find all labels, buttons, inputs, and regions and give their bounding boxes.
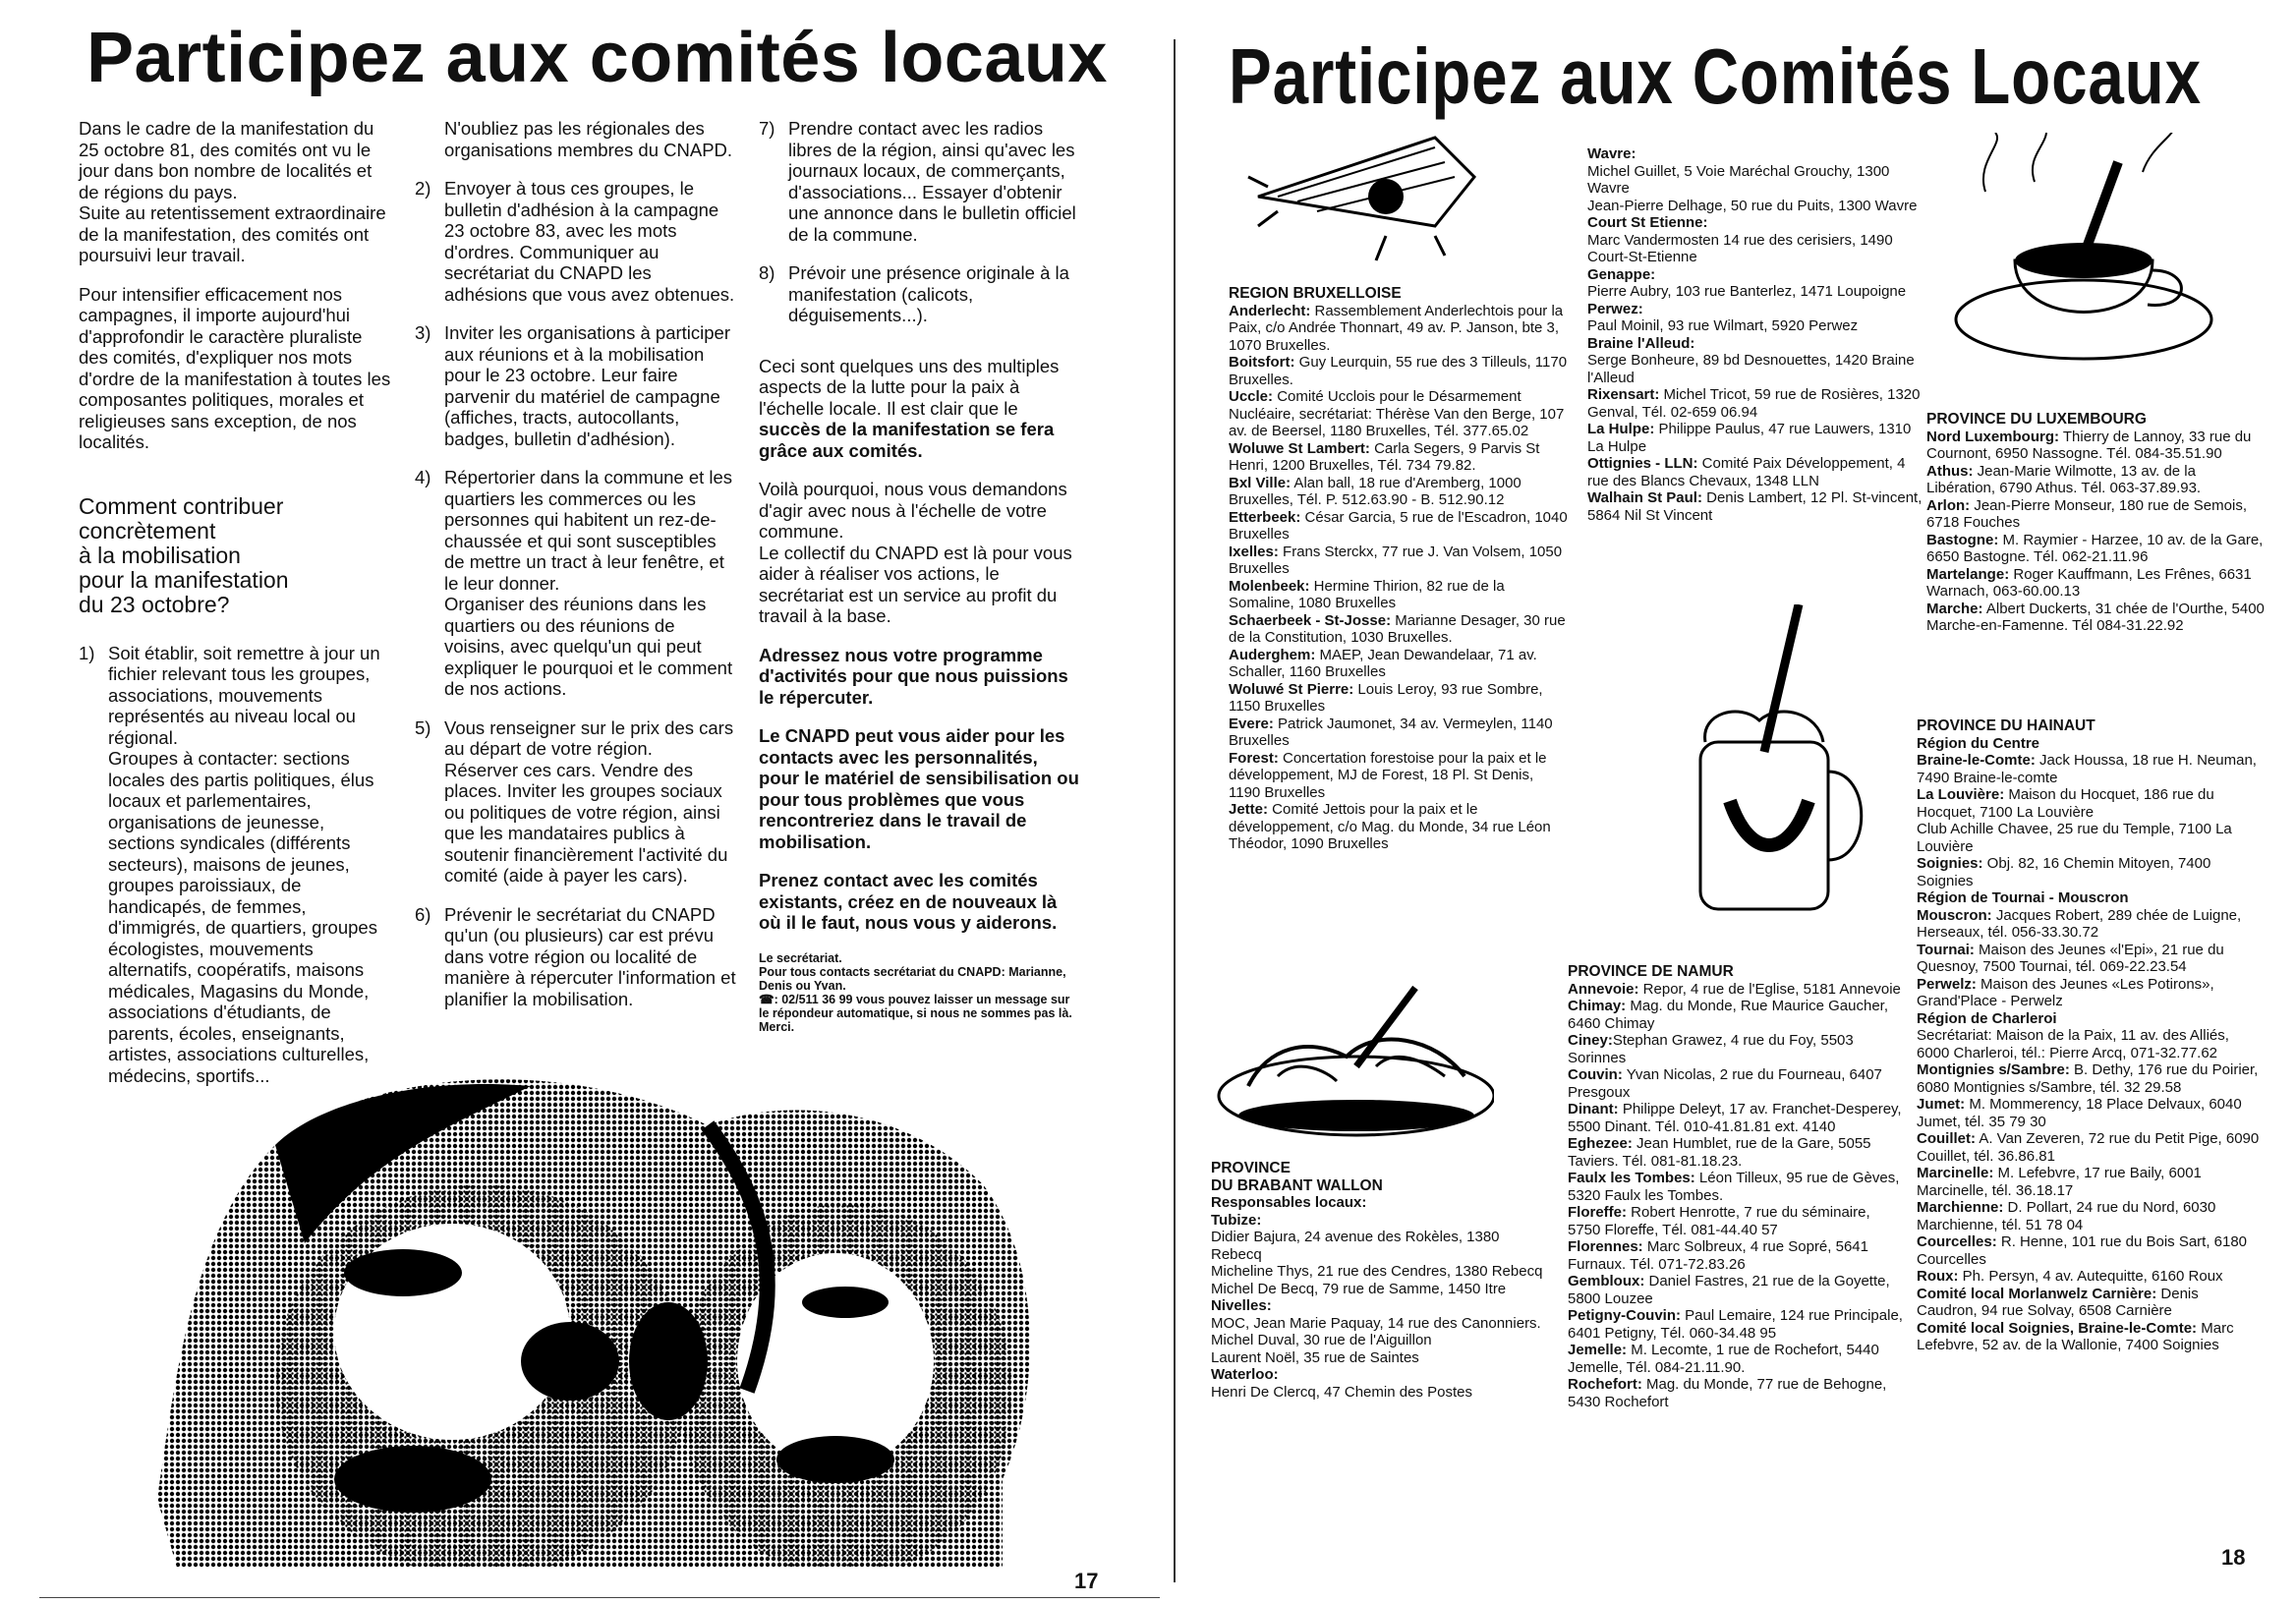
directory-entry: Bxl Ville: Alan ball, 18 rue d'Aremberg, 1000 Bruxelles, Tél. P. 512.63.90 - B. 512.90.12 (1229, 474, 1521, 508)
directory-entry: Ciney:Stephan Grawez, 4 rue du Foy, 5503 Sorinnes (1568, 1032, 1854, 1066)
directory-entry: Didier Bajura, 24 avenue des Rokèles, 1380 Rebecq (1211, 1229, 1500, 1263)
list-item: 3) Inviter les organisations à participer aux réunions et à la mobilisation pour le 23 octobre. Leur faire parvenir du matériel de campagne (affiches, tracts, autocollants, badges, bulletin d'adhésion). (415, 322, 731, 449)
directory-column-3 (1926, 411, 2266, 635)
page-title: Participez aux comités locaux (86, 19, 1108, 97)
directory-entry: Micheline Thys, 21 rue des Cendres, 1380 Rebecq (1211, 1263, 1543, 1280)
directory-entry: Wavre: (1587, 145, 1636, 162)
directory-entry: Tournai: Maison des Jeunes «l'Epi», 21 rue du Quesnoy, 7500 Tournai, tél. 069-22.23.54 (1917, 941, 2224, 975)
directory-entry: Walhain St Paul: Denis Lambert, 12 Pl. St-vincent, 5864 Nil St Vincent (1587, 489, 1923, 524)
cone-illustration (1238, 118, 1494, 275)
directory-column-2b (1568, 963, 1907, 1410)
directory-entry: Braine l'Alleud: (1587, 334, 1695, 352)
directory-entry: Waterloo: (1211, 1366, 1279, 1383)
directory-entry: Chimay: Mag. du Monde, Rue Maurice Gaucher, 6460 Chimay (1568, 998, 1888, 1032)
directory-entry: Dinant: Philippe Deleyt, 17 av. Franchet-Desperey, 5500 Dinant. Tél. 010-41.81.81 ext. 4140 (1568, 1101, 1902, 1135)
directory-entry: Secrétariat: Maison de la Paix, 11 av. des Alliés, 6000 Charleroi, tél.: Pierre Arcq, 071-32.77.62 (1917, 1027, 2229, 1061)
directory-entry: Floreffe: Robert Henrotte, 7 rue du séminaire, 5750 Floreffe, Tél. 081-44.40 57 (1568, 1204, 1870, 1238)
directory-entry: Martelange: Roger Kauffmann, Les Frênes, 6631 Warnach, 063-60.00.13 (1926, 565, 2252, 600)
mug-illustration (1671, 604, 1877, 929)
directory-entry: Michel De Becq, 79 rue de Samme, 1450 Itre (1211, 1280, 1507, 1297)
region-heading: PROVINCE DU LUXEMBOURG (1926, 411, 2147, 428)
body-paragraph: Prenez contact avec les comités existants, créez en de nouveaux là où il le faut, nous vous y aiderons. (759, 870, 1058, 933)
region-heading: PROVINCE DU BRABANT WALLON (1211, 1160, 1383, 1194)
directory-column-1 (1229, 285, 1568, 853)
directory-entry: Soignies: Obj. 82, 16 Chemin Mitoyen, 7400 Soignies (1917, 855, 2211, 889)
list-item: 6) Prévenir le secrétariat du CNAPD qu'un (ou plusieurs) car est prévu dans votre région ou localité de manière à répercuter l'information et planifier la mobilisation. (415, 903, 736, 1009)
directory-entry: La Louvière: Maison du Hocquet, 186 rue du Hocquet, 7100 La Louvière (1917, 786, 2214, 821)
page-title: Participez aux Comités Locaux (1229, 32, 2202, 120)
directory-entry: Marchienne: D. Pollart, 24 rue du Nord, 6030 Marchienne, tél. 51 78 04 (1917, 1199, 2216, 1233)
directory-entry: Braine-le-Comte: Jack Houssa, 18 rue H. Neuman, 7490 Braine-le-comte (1917, 752, 2257, 786)
directory-entry: Henri De Clercq, 47 Chemin des Postes (1211, 1383, 1472, 1401)
directory-entry: Petigny-Couvin: Paul Lemaire, 124 rue Principale, 6401 Petigny, Tél. 060-34.48 95 (1568, 1307, 1903, 1342)
section-heading: Comment contribuer concrètement à la mobilisation pour la manifestation du 23 octobre? (79, 492, 289, 617)
list-item: 7) Prendre contact avec les radios libres de la région, ainsi qu'avec les journaux locaux, de commerçants, d'associations... Essayer d'obtenir une annonce dans le bulletin officiel de la commune. (759, 118, 1076, 245)
directory-entry: Gembloux: Daniel Fastres, 21 rue de la Goyette, 5800 Louzee (1568, 1273, 1890, 1307)
body-paragraph: Ceci sont quelques uns des multiples aspects de la lutte pour la paix à l'échelle locale. Il est clair que le succès de la manifestation se fera grâce aux comités. (759, 355, 1060, 461)
directory-entry: Etterbeek: César Garcia, 5 rue de l'Escadron, 1040 Bruxelles (1229, 508, 1568, 543)
directory-column-2 (1587, 145, 1926, 524)
left-column-3 (759, 118, 1083, 1034)
directory-column-3b (1917, 717, 2261, 1354)
directory-entry: Woluwe St Lambert: Carla Segers, 9 Parvis St Henri, 1200 Bruxelles, Tél. 734 79.82. (1229, 439, 1540, 474)
directory-entry: Evere: Patrick Jaumonet, 34 av. Vermeylen, 1140 Bruxelles (1229, 715, 1553, 749)
directory-entry: Rochefort: Mag. du Monde, 77 rue de Behogne, 5430 Rochefort (1568, 1376, 1887, 1410)
directory-entry: Ixelles: Frans Sterckx, 77 rue J. Van Volsem, 1050 Bruxelles (1229, 543, 1563, 577)
directory-entry: Jean-Pierre Delhage, 50 rue du Puits, 1300 Wavre (1587, 197, 1918, 214)
page-number: 17 (1074, 1569, 1099, 1593)
footer-rule (39, 1597, 1160, 1598)
directory-entry: Montignies s/Sambre: B. Dethy, 176 rue du Poirier, 6080 Montignies s/Sambre, tél. 32 29.58 (1917, 1061, 2259, 1096)
page-spine (1174, 39, 1176, 1582)
plate-illustration (1209, 978, 1494, 1145)
cup-illustration (1946, 133, 2231, 388)
directory-entry: Mouscron: Jacques Robert, 289 chée de Luigne, Herseaux, tél. 056-33.30.72 (1917, 906, 2242, 941)
directory-entry: Michel Guillet, 5 Voie Maréchal Grouchy, 1300 Wavre (1587, 162, 1890, 197)
right-page (1179, 0, 2296, 1604)
directory-entry: Woluwé St Pierre: Louis Leroy, 93 rue Sombre, 1150 Bruxelles (1229, 680, 1543, 715)
directory-entry: Faulx les Tombes: Léon Tilleux, 95 rue de Gèves, 5320 Faulx les Tombes. (1568, 1170, 1900, 1204)
directory-entry: Comité local Morlanwelz Carnière: Denis Caudron, 94 rue Solvay, 6508 Carnière (1917, 1285, 2199, 1319)
directory-entry: Région du Centre (1917, 734, 2040, 752)
list-item: N'oubliez pas les régionales des organisations membres du CNAPD. (444, 118, 733, 160)
left-column-1 (79, 118, 395, 1104)
halftone-photo (157, 1066, 1101, 1568)
list-item: 2) Envoyer à tous ces groupes, le bulletin d'adhésion à la campagne 23 octobre 83, avec les mots d'ordres. Communiquer au secrétariat du CNAPD les adhésions que vous avez obtenues. (415, 178, 735, 305)
directory-entry: Schaerbeek - St-Josse: Marianne Desager, 30 rue de la Constitution, 1030 Bruxelles. (1229, 611, 1566, 646)
directory-entry: Uccle: Comité Ucclois pour le Désarmement Nucléaire, secrétariat: Thérèse Van den Berge, 107 av. de Beersel, 1180 Bruxelles, Tél. 377.65.02 (1229, 388, 1565, 439)
directory-entry: Serge Bonheure, 89 bd Desnouettes, 1420 Braine l'Alleud (1587, 352, 1915, 386)
directory-entry: Marcinelle: M. Lefebvre, 17 rue Baily, 6001 Marcinelle, tél. 36.18.17 (1917, 1165, 2202, 1199)
left-column-2 (415, 118, 739, 1027)
directory-entry: La Hulpe: Philippe Paulus, 47 rue Lauwers, 1310 La Hulpe (1587, 421, 1912, 455)
page-number: 18 (2221, 1545, 2246, 1570)
directory-entry: Responsables locaux: (1211, 1194, 1367, 1211)
directory-entry: Laurent Noël, 35 rue de Saintes (1211, 1348, 1419, 1366)
directory-entry: Région de Tournai - Mouscron (1917, 889, 2129, 906)
directory-entry: Anderlecht: Rassemblement Anderlechtois pour la Paix, c/o Andrée Thonnart, 49 av. P. Janson, bte 3, 1070 Bruxelles. (1229, 302, 1564, 354)
directory-entry: Club Achille Chavee, 25 rue du Temple, 7100 La Louvière (1917, 821, 2232, 855)
directory-entry: Jemelle: M. Lecomte, 1 rue de Rochefort, 5440 Jemelle, Tél. 084-21.11.90. (1568, 1342, 1879, 1376)
directory-entry: Perwez: (1587, 300, 1643, 317)
list-item: 8) Prévoir une présence originale à la manifestation (calicots, déguisements...). (759, 262, 1069, 325)
directory-entry: Nord Luxembourg: Thierry de Lannoy, 33 rue du Cournont, 6950 Nassogne. Tél. 084-35.51.90 (1926, 428, 2252, 462)
directory-column-1b (1211, 1160, 1545, 1401)
directory-entry: Molenbeek: Hermine Thirion, 82 rue de la Somaline, 1080 Bruxelles (1229, 577, 1505, 611)
directory-entry: Tubize: (1211, 1211, 1262, 1229)
body-paragraph: Voilà pourquoi, nous vous demandons d'agir avec nous à l'échelle de votre commune. Le collectif du CNAPD est là pour vous aider à réaliser vos actions, le secrétariat est un service au profit du travail à la base. (759, 479, 1072, 626)
directory-entry: Athus: Jean-Marie Wilmotte, 13 av. de la Libération, 6790 Athus. Tél. 063-37.89.93. (1926, 462, 2202, 496)
directory-entry: Paul Moinil, 93 rue Wilmart, 5920 Perwez (1587, 317, 1859, 334)
directory-entry: Boitsfort: Guy Leurquin, 55 rue des 3 Tilleuls, 1170 Bruxelles. (1229, 354, 1568, 388)
directory-entry: Roux: Ph. Persyn, 4 av. Autequitte, 6160 Roux (1917, 1268, 2223, 1285)
directory-entry: MOC, Jean Marie Paquay, 14 rue des Canonniers. (1211, 1314, 1541, 1332)
directory-entry: Bastogne: M. Raymier - Harzee, 10 av. de la Gare, 6650 Bastogne. Tél. 062-21.11.96 (1926, 531, 2264, 565)
list-item: 5) Vous renseigner sur le prix des cars au départ de votre région. Réserver ces cars. Vendre des places. Inviter les groupes sociaux ou politiques de votre région, ainsi que les mandataires publics à soutenir financièrement l'activité du comité (aide à payer les cars). (415, 716, 734, 886)
directory-entry: Florennes: Marc Solbreux, 4 rue Sopré, 5641 Furnaux. Tél. 071-72.83.26 (1568, 1238, 1868, 1273)
directory-entry: Marche: Albert Duckerts, 31 chée de l'Ourthe, 5400 Marche-en-Famenne. Tél 084-31.22.92 (1926, 600, 2265, 634)
secretariat-note: Le secrétariat. Pour tous contacts secrétariat du CNAPD: Marianne, Denis ou Yvan. ☎: 02/511 36 99 vous pouvez laisser un message sur le répondeur automatique, si nous ne sommes pas là. Merci. (759, 950, 1072, 1034)
directory-entry: Région de Charleroi (1917, 1009, 2057, 1027)
directory-entry: Courcelles: R. Henne, 101 rue du Bois Sart, 6180 Courcelles (1917, 1233, 2248, 1268)
directory-entry: Michel Duval, 30 rue de l'Aiguillon (1211, 1332, 1432, 1348)
directory-entry: Forest: Concertation forestoise pour la paix et le développement, MJ de Forest, 18 Pl. St Denis, 1190 Bruxelles (1229, 749, 1547, 801)
body-paragraph: Le CNAPD peut vous aider pour les contacts avec les personnalités, pour le matériel de sensibilisation ou pour tous problèmes que vous rencontreriez dans le travail de mobilisation. (759, 725, 1079, 852)
intro-paragraph-2: Pour intensifier efficacement nos campagnes, il importe aujourd'hui d'approfondir le caractère pluraliste des comités, d'expliquer nos mots d'ordre de la manifestation à toutes les composantes politiques, morales et religieuses sans exception, de nos localités. (79, 283, 391, 452)
directory-entry: Nivelles: (1211, 1297, 1272, 1314)
directory-entry: Pierre Aubry, 103 rue Banterlez, 1471 Loupoigne (1587, 283, 1907, 300)
directory-entry: Auderghem: MAEP, Jean Dewandelaar, 71 av. Schaller, 1160 Bruxelles (1229, 646, 1537, 680)
directory-entry: Couvin: Yvan Nicolas, 2 rue du Fourneau, 6407 Presgoux (1568, 1066, 1882, 1101)
directory-entry: Arlon: Jean-Pierre Monseur, 180 rue de Semois, 6718 Fouches (1926, 496, 2247, 531)
region-heading: PROVINCE DU HAINAUT (1917, 717, 2095, 734)
directory-entry: Jette: Comité Jettois pour la paix et le développement, c/o Mag. du Monde, 34 rue Léon Théodor, 1090 Bruxelles (1229, 801, 1551, 852)
directory-entry: Marc Vandermosten 14 rue des cerisiers, 1490 Court-St-Etienne (1587, 231, 1893, 265)
directory-entry: Court St Etienne: (1587, 214, 1708, 231)
directory-entry: Ottignies - LLN: Comité Paix Développement, 4 rue des Blancs Chevaux, 1348 LLN (1587, 455, 1906, 489)
directory-entry: Rixensart: Michel Tricot, 59 rue de Rosières, 1320 Genval, Tél. 02-659 06.94 (1587, 386, 1921, 421)
directory-entry: Couillet: A. Van Zeveren, 72 rue du Petit Pige, 6090 Couillet, tél. 36.86.81 (1917, 1130, 2260, 1165)
directory-entry: Annevoie: Repor, 4 rue de l'Eglise, 5181 Annevoie (1568, 980, 1901, 998)
directory-entry: Jumet: M. Mommerency, 18 Place Delvaux, 6040 Jumet, tél. 35 79 30 (1917, 1096, 2242, 1130)
directory-entry: Comité local Soignies, Braine-le-Comte: Marc Lefebvre, 52 av. de la Wallonie, 7400 Soignies (1917, 1319, 2234, 1353)
directory-entry: Eghezee: Jean Humblet, rue de la Gare, 5055 Taviers. Tél. 081-81.18.23. (1568, 1135, 1871, 1170)
directory-entry: Genappe: (1587, 265, 1656, 283)
directory-entry: Perwelz: Maison des Jeunes «Les Potirons», Grand'Place - Perwelz (1917, 975, 2214, 1009)
body-paragraph: Adressez nous votre programme d'activités pour que nous puissions le répercuter. (759, 644, 1068, 708)
list-item: 1) Soit établir, soit remettre à jour un fichier relevant tous les groupes, associations, mouvements représentés au niveau local ou régional. Groupes à contacter: sections locales des partis politiques, élus locaux et parlementaires, organisations de jeunesse, sections syndicales (différents secteurs), maisons de jeunes, groupes paroissiaux, de handicapés, de femmes, d'immigrés, de quartiers, groupes écologistes, mouvements alternatifs, coopératifs, maisons médicales, Magasins du Monde, associations d'étudiants, de parents, écoles, enseignants, artistes, associations culturelles, médecins, sportifs... (79, 642, 380, 1086)
list-item: 4) Répertorier dans la commune et les quartiers les commerces ou les personnes qui habitent un rez-de-chaussée et qui sont susceptibles de mettre un tract à leur fenêtre, et le leur donner. Organiser des réunions dans les quartiers ou des réunions de voisins, avec quelqu'un qui peut expliquer le pourquoi et le comment de nos actions. (415, 467, 733, 699)
intro-paragraph-1: Dans le cadre de la manifestation du 25 octobre 81, des comités ont vu le jour dans bon nombre de localités et de régions du pays. Suite au retentissement extraordinaire de la manifestation, des comités ont poursuivi leur travail. (79, 118, 386, 265)
region-heading: PROVINCE DE NAMUR (1568, 963, 1734, 980)
region-heading: REGION BRUXELLOISE (1229, 285, 1402, 302)
